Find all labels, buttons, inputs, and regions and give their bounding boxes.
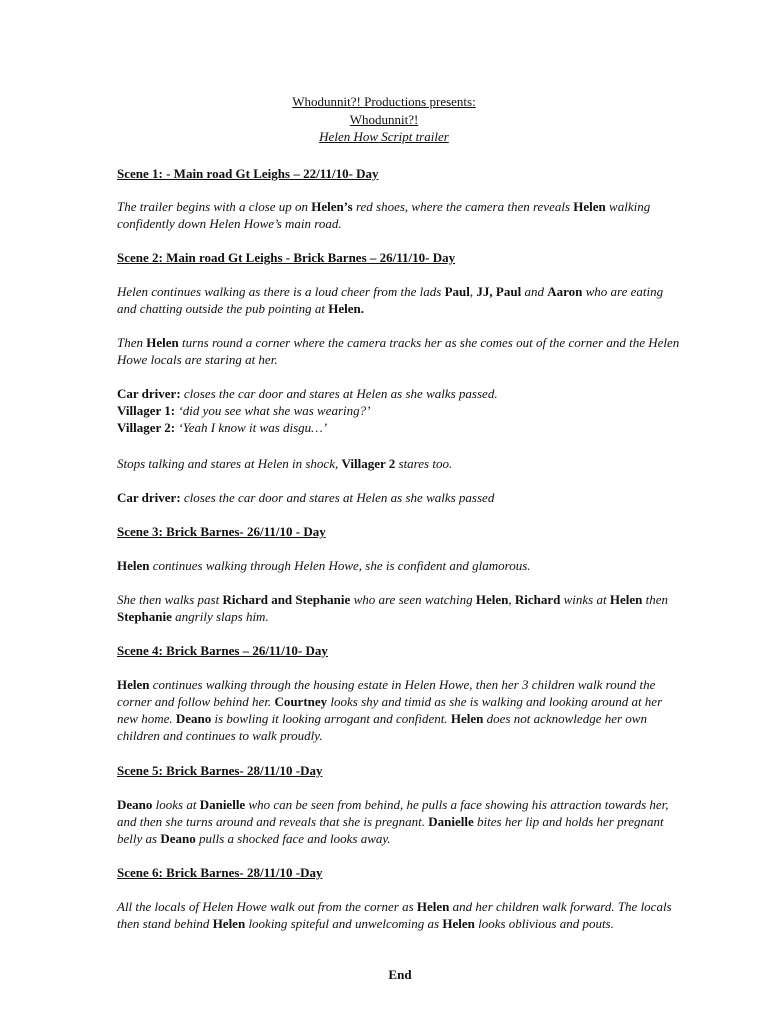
- title-block: [0, 93, 768, 146]
- scene-5-paragraph: Deano looks at Danielle who can be seen from behind, he pulls a face showing his attraction towards her, and then she turns around and reveals that she is pregnant. Danielle bites her lip and holds her pregnant belly as Deano pulls a shocked face and looks away.: [117, 797, 669, 846]
- end-marker: End: [388, 967, 412, 982]
- title-line-3: Helen How Script trailer: [319, 129, 449, 144]
- scene-6-paragraph: All the locals of Helen Howe walk out from the corner as Helen and her children walk forward. The locals then stand behind Helen looking spiteful and unwelcoming as Helen looks oblivious and pouts.: [117, 899, 672, 931]
- dialogue-line-villager-2: Villager 2: ‘Yeah I know it was disgu…’: [117, 420, 328, 435]
- scene-3-paragraph-2: She then walks past Richard and Stephanie who are seen watching Helen, Richard winks at Helen then Stephanie angrily slaps him.: [117, 592, 668, 624]
- title-line-2: Whodunnit?!: [349, 111, 419, 127]
- scene-2-heading: Scene 2: Main road Gt Leighs - Brick Barnes – 26/11/10- Day: [117, 250, 456, 265]
- scene-4-paragraph: Helen continues walking through the housing estate in Helen Howe, then her 3 children walk round the corner and follow behind her. Courtney looks shy and timid as she is walking and looking around at her new home. Deano is bowling it looking arrogant and confident. Helen does not acknowledge her own children and continues to walk proudly.: [117, 677, 663, 743]
- scene-5-heading: Scene 5: Brick Barnes- 28/11/10 -Day: [117, 763, 323, 778]
- scene-4-heading: Scene 4: Brick Barnes – 26/11/10- Day: [117, 643, 328, 658]
- dialogue-line-car-driver: Car driver: closes the car door and stares at Helen as she walks passed.: [117, 386, 498, 401]
- scene-2-paragraph-4: Car driver: closes the car door and stares at Helen as she walks passed: [117, 490, 495, 505]
- scene-1-heading: Scene 1: - Main road Gt Leighs – 22/11/10- Day: [117, 166, 379, 181]
- scene-2-paragraph-2: Then Helen turns round a corner where the camera tracks her as she comes out of the corner and the Helen Howe locals are staring at her.: [117, 335, 680, 367]
- title-line-1: Whodunnit?! Productions presents:: [292, 94, 476, 109]
- scene-2-paragraph-3: Stops talking and stares at Helen in shock, Villager 2 stares too.: [117, 456, 453, 471]
- scene-6-heading: Scene 6: Brick Barnes- 28/11/10 -Day: [117, 865, 323, 880]
- scene-1-paragraph: The trailer begins with a close up on Helen’s red shoes, where the camera then reveals Helen walking confidently down Helen Howe’s main road.: [117, 199, 651, 231]
- scene-3-heading: Scene 3: Brick Barnes- 26/11/10 - Day: [117, 524, 326, 539]
- scene-3-paragraph-1: Helen continues walking through Helen Howe, she is confident and glamorous.: [117, 558, 531, 573]
- dialogue-line-villager-1: Villager 1: ‘did you see what she was wearing?’: [117, 403, 371, 418]
- scene-2-paragraph-1: Helen continues walking as there is a loud cheer from the lads Paul, JJ, Paul and Aaron who are eating and chatting outside the pub pointing at Helen.: [117, 284, 664, 316]
